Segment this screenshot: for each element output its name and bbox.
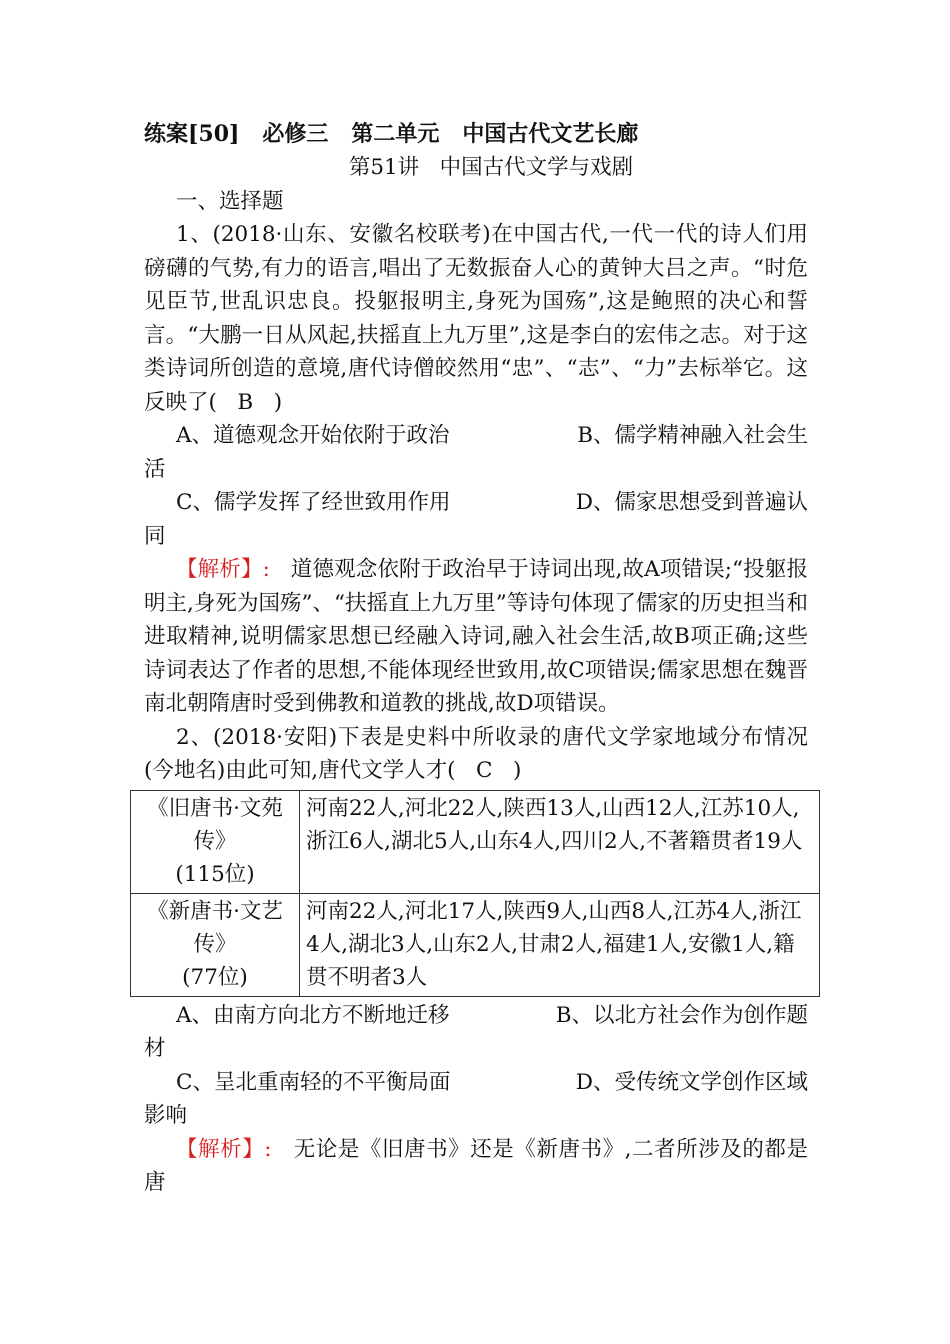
question-2-option-b-tail: 材 (144, 1036, 166, 1061)
question-1-option-d: D、儒家思想受到普遍认 (575, 490, 808, 515)
table-source-line: (77位) (182, 964, 248, 990)
question-1-option-b: B、儒学精神融入社会生 (577, 423, 808, 448)
question-1-stem: 1、(2018·山东、安徽名校联考)在中国古代,一代一代的诗人们用磅礴的气势,有力的语言,唱出了无数振奋人心的黄钟大吕之声。“时危见臣节,世乱识忠良。投躯报明主,身死为国殇”,这是鲍照的决心和誓言。“大鹏一日从风起,扶摇直上九万里”,这是李白的宏伟之志。对于这类诗词所创造的意境,唐代诗僧皎然用“忠”、“志”、“力”去标举它。这反映了( B ) (144, 222, 808, 415)
question-2-options (144, 999, 808, 1133)
question-1-options-row-2 (144, 486, 808, 520)
table-cell-source (131, 790, 300, 893)
question-1-option-d-tail: 同 (144, 523, 166, 549)
table-cell-detail: 河南22人,河北17人,陕西9人,山西8人,江苏4人,浙江4人,湖北3人,山东2人,甘肃2人,福建1人,安徽1人,籍贯不明者3人 (300, 893, 820, 996)
table-row (131, 790, 820, 893)
analysis-label: 【解析】: (176, 1136, 272, 1162)
question-1-option-b-tail: 活 (144, 456, 166, 482)
lesson-subtitle: 第51讲 中国古代文学与戏剧 (348, 155, 634, 180)
table-row (131, 893, 820, 996)
question-2-option-d-tail: 影响 (144, 1103, 188, 1128)
table-source-line: 传》 (193, 828, 237, 854)
section-heading: 一、选择题 (176, 189, 284, 214)
question-2-analysis-text: 无论是《旧唐书》还是《新唐书》,二者所涉及的都是唐 (144, 1136, 808, 1195)
question-2-stem: 2、(2018·安阳)下表是史料中所收录的唐代文学家地域分布情况(今地名)由此可知,唐代文学人才( C ) (144, 724, 808, 783)
table-cell-detail: 河南22人,河北22人,陕西13人,山西12人,江苏10人,浙江6人,湖北5人,山东4人,四川2人,不著籍贯者19人 (300, 790, 820, 893)
question-1-options (144, 419, 808, 553)
table-source-line: (115位) (175, 861, 255, 887)
question-2-options-row-1 (144, 999, 808, 1033)
question-1-analysis-text: 道德观念依附于政治早于诗词出现,故A项错误;“投躯报明主,身死为国殇”、“扶摇直上九万里”等诗句体现了儒家的历史担当和进取精神,说明儒家思想已经融入诗词,融入社会生活,故B项正确;这些诗词表达了作者的思想,不能体现经世致用,故C项错误;儒家思想在魏晋南北朝隋唐时受到佛教和道教的挑战,故D项错误。 (144, 557, 808, 716)
question-1-option-c: C、儒学发挥了经世致用作用 (176, 490, 451, 515)
table-source-line: 传》 (193, 931, 237, 957)
question-2-option-b: B、以北方社会作为创作题 (555, 1002, 808, 1028)
table-source-line: 《新唐书·文艺 (147, 898, 283, 924)
question-2-analysis (144, 1133, 808, 1200)
question-2-option-c: C、呈北重南轻的不平衡局面 (176, 1069, 451, 1095)
question-1-analysis (144, 553, 808, 721)
document-content (144, 118, 808, 1200)
table-cell-source (131, 893, 300, 996)
table-source-line: 《旧唐书·文苑 (147, 795, 283, 821)
analysis-label: 【解析】: (176, 557, 270, 582)
distribution-table (130, 790, 820, 997)
question-2-option-a: A、由南方向北方不断地迁移 (176, 1002, 450, 1028)
page-title: 练案[50] 必修三 第二单元 中国古代文艺长廊 (144, 121, 639, 147)
question-1-options-row-1 (144, 419, 808, 453)
question-2-options-row-2 (144, 1066, 808, 1100)
question-2-option-d: D、受传统文学创作区域 (575, 1069, 808, 1095)
question-1-option-a: A、道德观念开始依附于政治 (176, 423, 450, 448)
